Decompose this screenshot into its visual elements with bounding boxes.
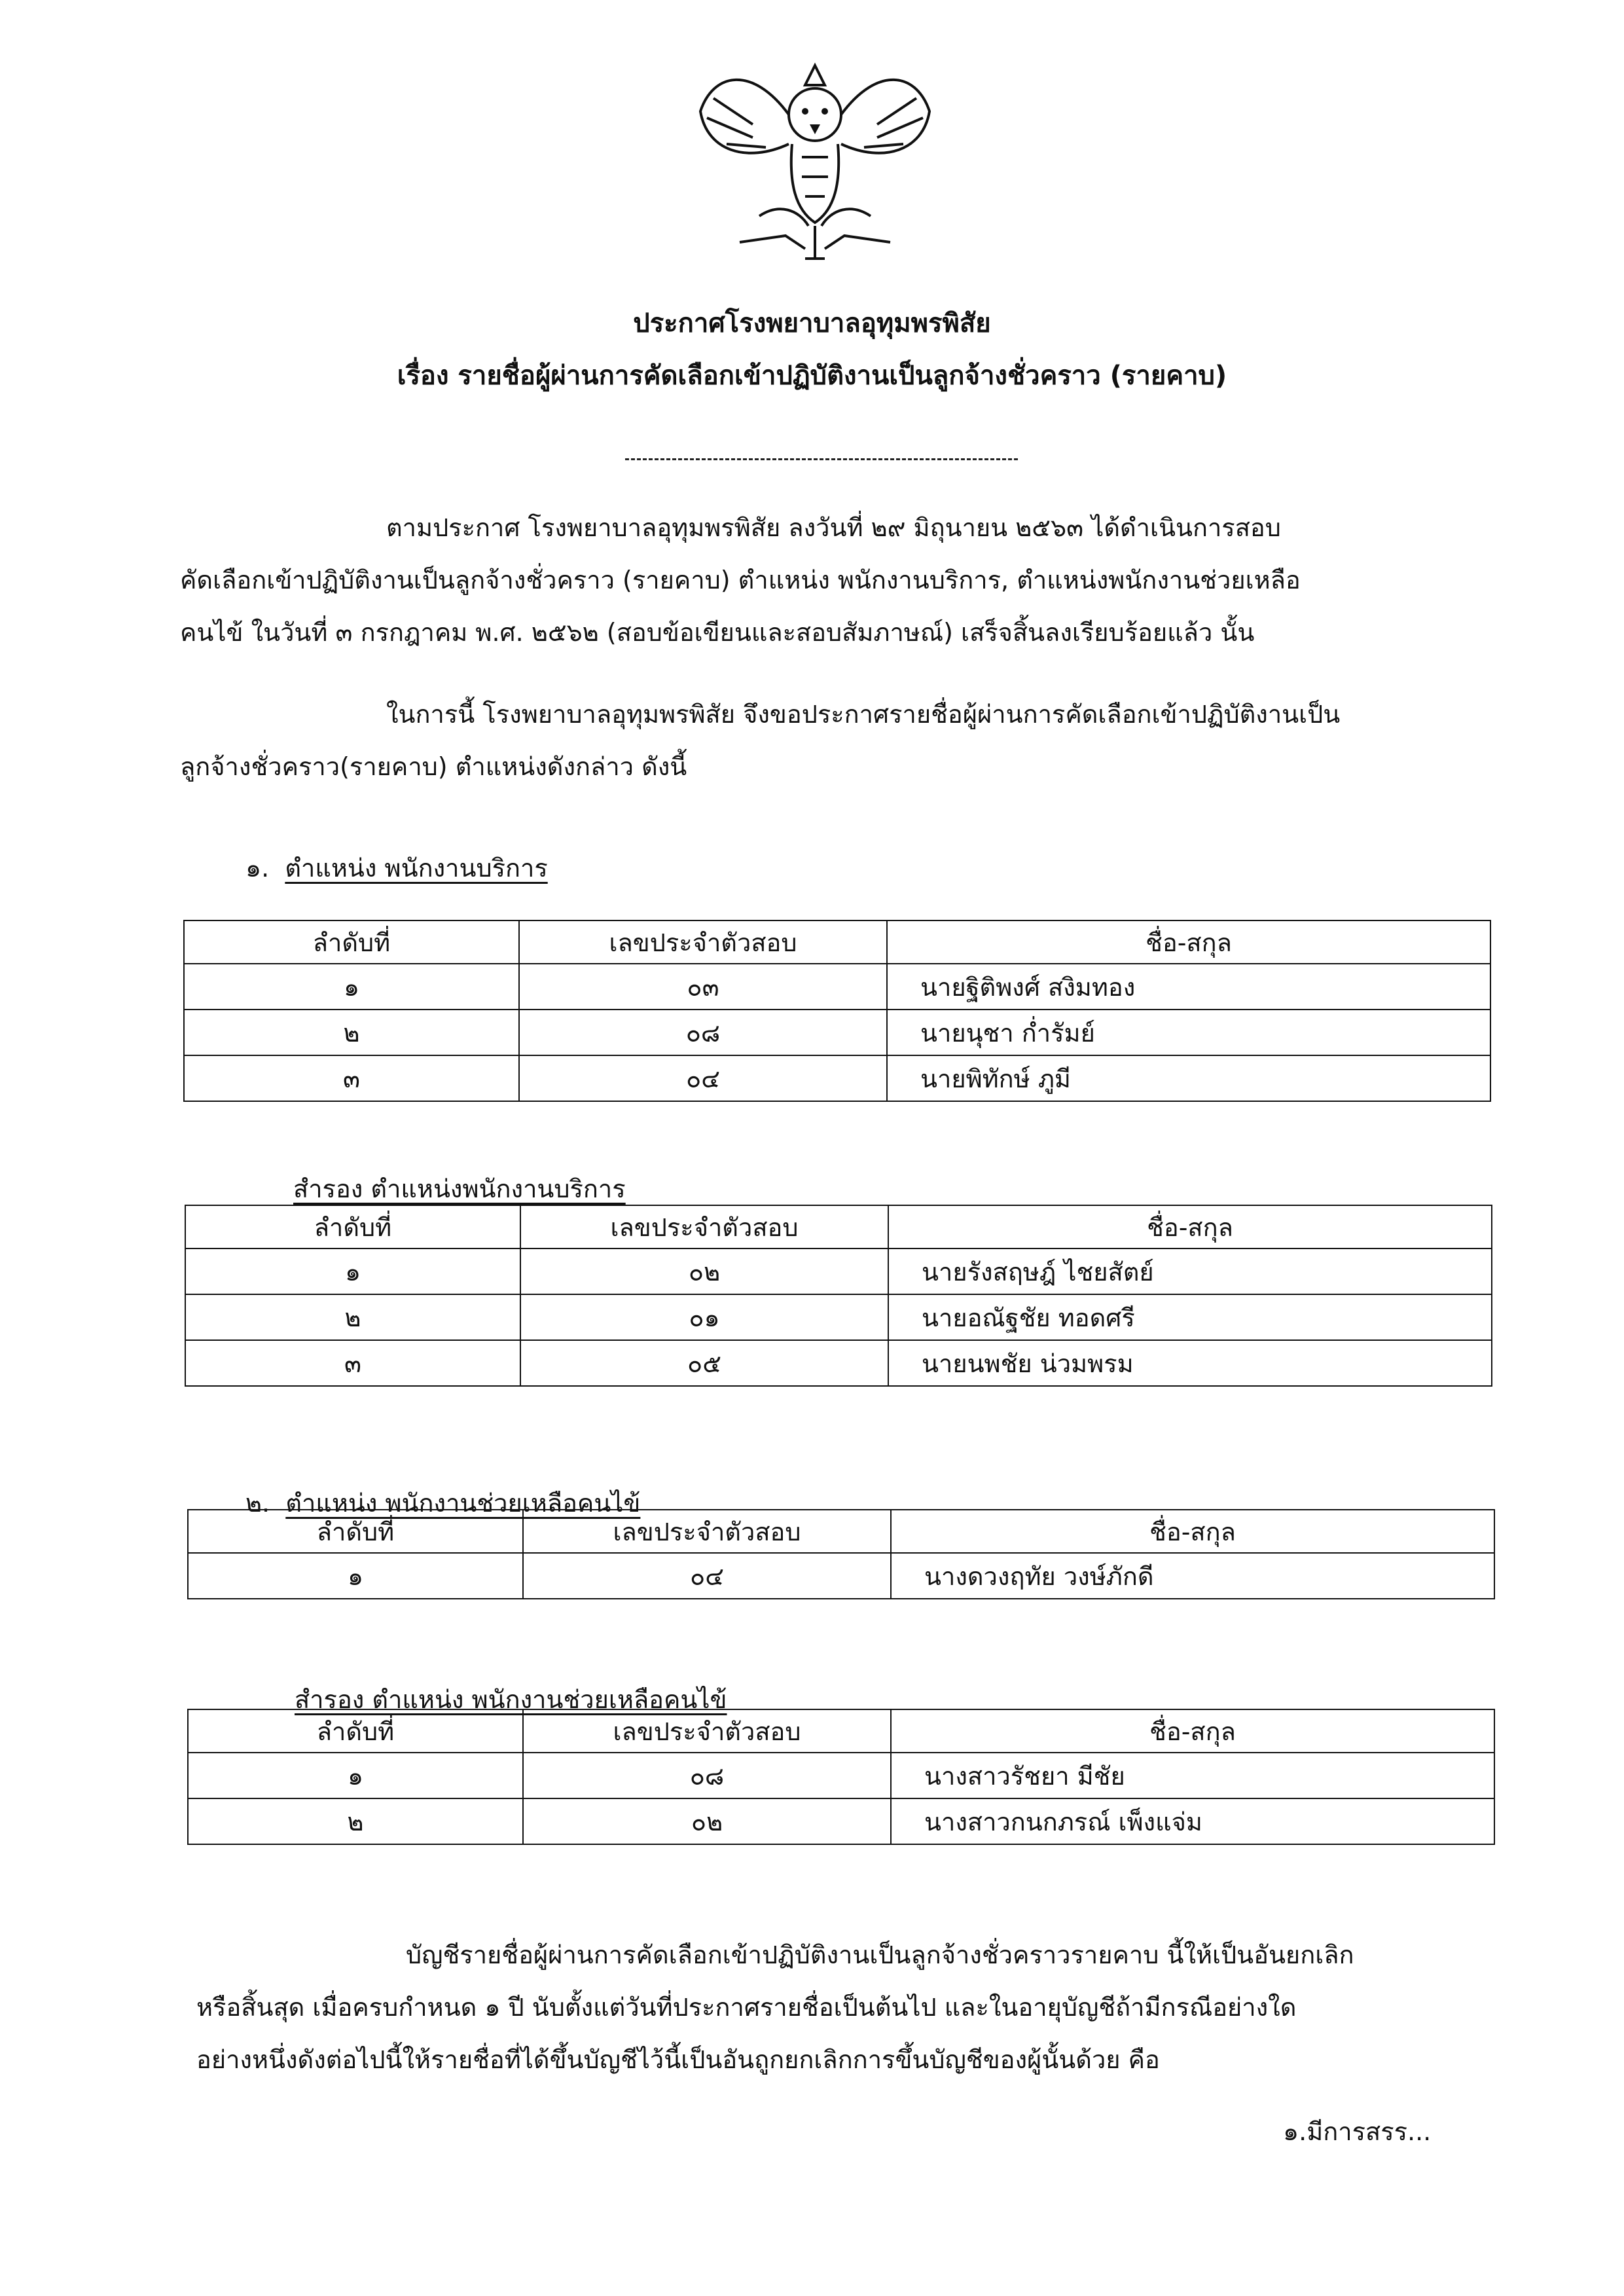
heading-divider [625, 458, 1018, 460]
reserve-1-table [185, 1205, 1492, 1387]
table-row [184, 1010, 1490, 1055]
section-1-heading [245, 848, 548, 888]
section-1-number: ๑. [245, 854, 270, 883]
name-cell: นางดวงฤทัย วงษ์ภักดี [891, 1553, 1494, 1599]
order-cell: ๑ [188, 1553, 523, 1599]
table-header-row [188, 1510, 1494, 1553]
page-continuation: ๑.มีการสรร... [1283, 2117, 1432, 2146]
exam-id-cell: ๐๔ [519, 1055, 887, 1101]
garuda-emblem-icon [674, 52, 956, 268]
table-row [185, 1340, 1492, 1386]
name-cell: นายพิทักษ์ ภูมี [887, 1055, 1490, 1101]
exam-id-cell: ๐๘ [519, 1010, 887, 1055]
table-row [185, 1248, 1492, 1294]
announce-line-1: ในการนี้ โรงพยาบาลอุทุมพรพิสัย จึงขอประกาศรายชื่อผู้ผ่านการคัดเลือกเข้าปฏิบัติงานเป็น [386, 700, 1341, 729]
section-2-number: ๒. [245, 1489, 270, 1518]
order-cell: ๒ [185, 1294, 520, 1340]
name-cell: นางสาวรัชยา มีชัย [891, 1753, 1494, 1798]
order-cell: ๓ [185, 1340, 520, 1386]
column-header-exam-id: เลขประจำตัวสอบ [523, 1709, 891, 1753]
closing-line-1: บัญชีรายชื่อผู้ผ่านการคัดเลือกเข้าปฏิบัติงานเป็นลูกจ้างชั่วคราวรายคาบ นี้ให้เป็นอันยกเลิก [406, 1941, 1354, 1969]
column-header-exam-id: เลขประจำตัวสอบ [523, 1510, 891, 1553]
announcement-title: ประกาศโรงพยาบาลอุทุมพรพิสัย [633, 308, 991, 338]
column-header-name: ชื่อ-สกุล [891, 1709, 1494, 1753]
table-row [184, 964, 1490, 1010]
table-row [188, 1753, 1494, 1798]
name-cell: นายนพชัย น่วมพรม [888, 1340, 1492, 1386]
table-row [188, 1553, 1494, 1599]
column-header-order: ลำดับที่ [188, 1709, 523, 1753]
table-row [184, 1055, 1490, 1101]
name-cell: นางสาวกนกภรณ์ เพ็งแจ่ม [891, 1798, 1494, 1844]
exam-id-cell: ๐๑ [520, 1294, 888, 1340]
column-header-name: ชื่อ-สกุล [887, 920, 1490, 964]
name-cell: นายนุชา ก่ำรัมย์ [887, 1010, 1490, 1055]
table-row [188, 1798, 1494, 1844]
column-header-exam-id: เลขประจำตัวสอบ [520, 1205, 888, 1248]
column-header-name: ชื่อ-สกุล [891, 1510, 1494, 1553]
column-header-exam-id: เลขประจำตัวสอบ [519, 920, 887, 964]
exam-id-cell: ๐๓ [519, 964, 887, 1010]
reserve-1-heading [293, 1169, 626, 1209]
table-row [185, 1294, 1492, 1340]
exam-id-cell: ๐๕ [520, 1340, 888, 1386]
intro-line-3: คนไข้ ในวันที่ ๓ กรกฎาคม พ.ศ. ๒๕๖๒ (สอบข้อเขียนและสอบสัมภาษณ์) เสร็จสิ้นลงเรียบร้อยแล้ว นั้น [180, 618, 1255, 647]
table-header-row [185, 1205, 1492, 1248]
reserve-1-title: สำรอง ตำแหน่งพนักงานบริการ [293, 1175, 626, 1203]
table-header-row [184, 920, 1490, 964]
table-header-row [188, 1709, 1494, 1753]
column-header-name: ชื่อ-สกุล [888, 1205, 1492, 1248]
reserve-2-table [187, 1709, 1495, 1845]
reserve-2-title: สำรอง ตำแหน่ง พนักงานช่วยเหลือคนไข้ [295, 1685, 727, 1714]
intro-line-2: คัดเลือกเข้าปฏิบัติงานเป็นลูกจ้างชั่วคราว (รายคาบ) ตำแหน่ง พนักงานบริการ, ตำแหน่งพนักงานช่วยเหลือ [180, 566, 1301, 594]
exam-id-cell: ๐๔ [523, 1553, 891, 1599]
exam-id-cell: ๐๘ [523, 1753, 891, 1798]
order-cell: ๒ [188, 1798, 523, 1844]
section-1-title: ตำแหน่ง พนักงานบริการ [285, 854, 548, 883]
order-cell: ๑ [188, 1753, 523, 1798]
order-cell: ๑ [184, 964, 519, 1010]
closing-line-2: หรือสิ้นสุด เมื่อครบกำหนด ๑ ปี นับตั้งแต่วันที่ประกาศรายชื่อเป็นต้นไป และในอายุบัญชีถ้ามีกรณีอย่างใด [196, 1993, 1297, 2022]
exam-id-cell: ๐๒ [520, 1248, 888, 1294]
name-cell: นายอณัฐชัย ทอดศรี [888, 1294, 1492, 1340]
intro-line-1: ตามประกาศ โรงพยาบาลอุทุมพรพิสัย ลงวันที่ ๒๙ มิถุนายน ๒๕๖๓ ได้ดำเนินการสอบ [386, 513, 1281, 542]
order-cell: ๓ [184, 1055, 519, 1101]
name-cell: นายรังสฤษฎ์ ไชยสัตย์ [888, 1248, 1492, 1294]
section-2-table [187, 1509, 1495, 1599]
name-cell: นายฐิติพงศ์ สงิมทอง [887, 964, 1490, 1010]
announcement-subject: เรื่อง รายชื่อผู้ผ่านการคัดเลือกเข้าปฏิบัติงานเป็นลูกจ้างชั่วคราว (รายคาบ) [397, 361, 1227, 391]
section-1-table [183, 920, 1491, 1102]
column-header-order: ลำดับที่ [188, 1510, 523, 1553]
announce-line-2: ลูกจ้างชั่วคราว(รายคาบ) ตำแหน่งดังกล่าว ดังนี้ [180, 752, 687, 781]
column-header-order: ลำดับที่ [185, 1205, 520, 1248]
column-header-order: ลำดับที่ [184, 920, 519, 964]
section-2-title: ตำแหน่ง พนักงานช่วยเหลือคนไข้ [285, 1489, 641, 1518]
order-cell: ๒ [184, 1010, 519, 1055]
closing-line-3: อย่างหนึ่งดังต่อไปนี้ให้รายชื่อที่ได้ขึ้นบัญชีไว้นี้เป็นอันถูกยกเลิกการขึ้นบัญชีของผู้นั้นด้วย คือ [196, 2045, 1160, 2074]
order-cell: ๑ [185, 1248, 520, 1294]
exam-id-cell: ๐๒ [523, 1798, 891, 1844]
